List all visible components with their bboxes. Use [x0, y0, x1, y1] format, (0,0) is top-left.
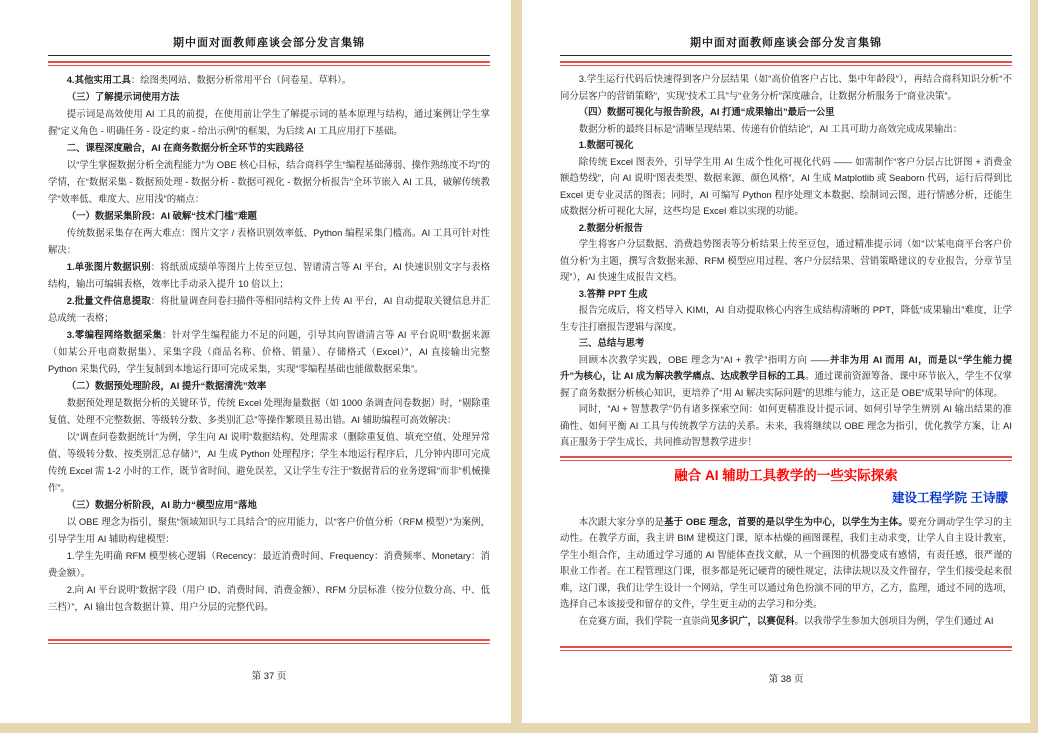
section-heading: 2.数据分析报告 — [578, 221, 643, 233]
page-header — [48, 34, 490, 56]
article-title: 融合 AI 辅助工具教学的一些实际探索 — [674, 467, 898, 483]
footer-double-rule — [48, 639, 490, 644]
paragraph: 2.批量文件信息提取：将批量调查问卷扫描件等相同结构文件上传 AI 平台，AI 自动提取关键信息并汇总成统一表格； — [48, 295, 490, 323]
section-heading: （一）数据采集阶段：AI 破解“技术门槛”难题 — [66, 210, 257, 221]
paragraph: 以“调查问卷数据统计”为例，学生向 AI 说明“数据结构、处理需求（删除重复值、填充空值、处理异常值、等级转分数、按类别汇总存储）”，AI 生成 Python 处理程序；学生本地运行程序后，几分钟内即可完成传统 Excel 需 1-2 小时的工作，既节省时间、避免误差，又让学生专注于“数据背后的业务逻辑”而非“机械操作”。 — [48, 431, 490, 493]
paragraph: 报告完成后，将文档导入 KIMI，AI 自动提取核心内容生成结构清晰的 PPT，降低“成果输出”难度，让学生专注打磨报告逻辑与深度。 — [560, 304, 1012, 332]
page-number: 第 37 页 — [251, 671, 287, 682]
page-number: 第 38 页 — [768, 674, 804, 685]
page-body — [48, 71, 490, 637]
paragraph: 3.零编程网络数据采集：针对学生编程能力不足的问题，引导其向智谱清言等 AI 平台说明“数据来源（如某公开电商数据集）、采集字段（商品名称、价格、销量）、存储格式（Excel）”，AI 直接输出完整 Python 采集代码，学生复制到本地运行即可完成采集，实现“零编程基础也能做数据采集”。 — [48, 329, 490, 374]
paragraph: 数据预处理是数据分析的关键环节，传统 Excel 处理海量数据（如 1000 条调查问卷数据）时，“剔除重复值、处理不完整数据、等级转分数、多类别汇总”等操作繁琐且易出错。AI 辅助编程可高效解决： — [48, 397, 490, 425]
header-double-rule — [560, 61, 1012, 66]
section-heading: 3.答辩 PPT 生成 — [578, 287, 648, 299]
paragraph: 提示词是高效使用 AI 工具的前提，在使用前让学生了解提示词的基本原理与结构，通过案例让学生掌握“定义角色 - 明确任务 - 设定约束 - 给出示例”的框架，为后续 AI 工具应用打下基础。 — [48, 108, 490, 136]
section-divider-rule — [560, 456, 1012, 461]
paragraph: 以 OBE 理念为指引，聚焦“领域知识与工具结合”的应用能力，以“客户价值分析（RFM 模型）”为案例，引导学生用 AI 辅助构建模型： — [48, 516, 490, 544]
page-header — [560, 34, 1012, 56]
paragraph: 3.学生运行代码后快速得到客户分层结果（如“高价值客户占比、集中年龄段”），再结合商科知识分析“不同分层客户的营销策略”，实现“技术工具”与“业务分析”深度融合，让数据分析服务于“商业决策”。 — [560, 73, 1012, 101]
paragraph: 同时，“AI + 智慧教学”仍有诸多探索空间：如何更精准设计提示词、如何引导学生辨别 AI 输出结果的准确性、如何平衡 AI 工具与传统教学方法的关系。未来，我将继续以 OBE 理念为指引，优化教学方案，让 AI 真正服务于学生成长，共同推动智慧教学进步！ — [560, 403, 1012, 447]
paragraph: 除传统 Excel 图表外，引导学生用 AI 生成个性化可视化代码 —— 如需制作“客户分层占比饼图 + 消费金额趋势线”，向 AI 说明“图表类型、数据来源、颜色风格”，AI 生成 Matplotlib 或 Seaborn 代码，运行后得到比 Excel 更专业灵活的图表；同时，AI 可编写 Python 程序处理文本数据、绘制词云图、进行情感分析，还能生成数据分析可视化大屏，这些均是 Excel 难以实现的功能。 — [560, 155, 1012, 216]
document-page-left — [0, 0, 511, 723]
paragraph: 在竞赛方面，我们学院一直崇尚见多识广，以赛促科。以我带学生参加大创项目为例，学生们通过 AI — [578, 614, 994, 626]
section-heading: （三）数据分析阶段，AI 助力“模型应用”落地 — [66, 499, 257, 510]
section-heading: 三、总结与思考 — [578, 337, 645, 348]
article-author: 建设工程学院 王诗朦 — [892, 491, 1008, 505]
paragraph: 数据分析的最终目标是“清晰呈现结果、传递有价值结论”，AI 工具可助力高效完成成果输出： — [578, 122, 963, 134]
paragraph: 1.学生先明确 RFM 模型核心逻辑（Recency：最近消费时间、Frequency：消费频率、Monetary：消费金额）。 — [48, 550, 490, 578]
footer-double-rule — [560, 646, 1012, 651]
page-body — [560, 71, 1012, 647]
paragraph: 1.单张图片数据识别：将纸质成绩单等图片上传至豆包、智谱清言等 AI 平台，AI 快速识别文字与表格结构，输出可编辑表格，效率比手动录入提升 10 倍以上； — [48, 261, 490, 289]
paragraph: 4.其他实用工具：绘图类网站、数据分析常用平台（问卷星、草料）。 — [66, 74, 352, 85]
paragraph: 学生将客户分层数据、消费趋势图表等分析结果上传至豆包，通过精准提示词（如“以'某电商平台客户价值分析'为主题，撰写含数据来源、RFM 模型应用过程、客户分层结果、营销策略建议的专业报告，分章节呈现”），AI 快速生成报告文档。 — [560, 238, 1012, 282]
document-page-right — [522, 0, 1030, 723]
paragraph: 传统数据采集存在两大难点：图片文字 / 表格识别效率低、Python 编程采集门槛高。AI 工具可针对性解决： — [48, 227, 490, 255]
paragraph: 回顾本次教学实践，OBE 理念为“AI + 教学”指明方向 ——并非为用 AI 而用 AI，而是以“学生能力提升”为核心，让 AI 成为解决教学痛点、达成教学目标的工具。通过课前资源筹备、课中环节嵌入，学生不仅掌握了商务数据分析核心知识，更培养了“用 AI 解决实际问题”的思维与能力，这正是 OBE“成果导向”的体现。 — [560, 353, 1012, 398]
section-heading: 1.数据可视化 — [578, 139, 634, 150]
section-heading: （二）数据预处理阶段，AI 提升“数据清洗”效率 — [66, 380, 267, 391]
section-heading: 二、课程深度融合，AI 在商务数据分析全环节的实践路径 — [66, 142, 304, 153]
header-title: 期中面对面教师座谈会部分发言集锦 — [173, 37, 365, 49]
header-title: 期中面对面教师座谈会部分发言集锦 — [690, 37, 882, 49]
section-heading: （三）了解提示词使用方法 — [66, 91, 180, 102]
paragraph: 本次跟大家分享的是基于 OBE 理念，首要的是以学生为中心，以学生为主体。要充分调动学生学习的主动性。在教学方面，我主讲 BIM 建模这门课，原本枯燥的画图课程，我们主动求变，让学人自主设计教室，学生小组合作，主动通过学习通的 AI 智能体查找文献，从一个画图的机器变成有感情，有责任感，很严谨的职业工作者。在工程管理这门课，很多都是死记硬背的硬性规定，法律法规以及文件留存，学生们接受起来很难，这门课，我们让学生设计一个网站，学生可以通过角色扮演不同的甲方，乙方，监理，通过不同的选项，选择自己本该接受和留存的文件，学生更主动的去学习和分类。 — [560, 515, 1012, 609]
section-heading: （四）数据可视化与报告阶段，AI 打通“成果输出”最后一公里 — [578, 106, 835, 117]
paragraph: 以“学生掌握数据分析全流程能力”为 OBE 核心目标，结合商科学生“编程基础薄弱、操作熟练度不均”的学情，在“数据采集 - 数据预处理 - 数据分析 - 数据可视化 - 数据分析报告”全环节嵌入 AI 工具，破解传统教学“效率低、难度大、应用浅”的痛点： — [48, 159, 490, 204]
header-double-rule — [48, 61, 490, 66]
paragraph: 2.向 AI 平台说明“数据字段（用户 ID、消费时间、消费金额）、RFM 分层标准（按分位数分高、中、低三档）”，AI 输出包含数据计算、用户分层的完整代码。 — [48, 584, 490, 612]
